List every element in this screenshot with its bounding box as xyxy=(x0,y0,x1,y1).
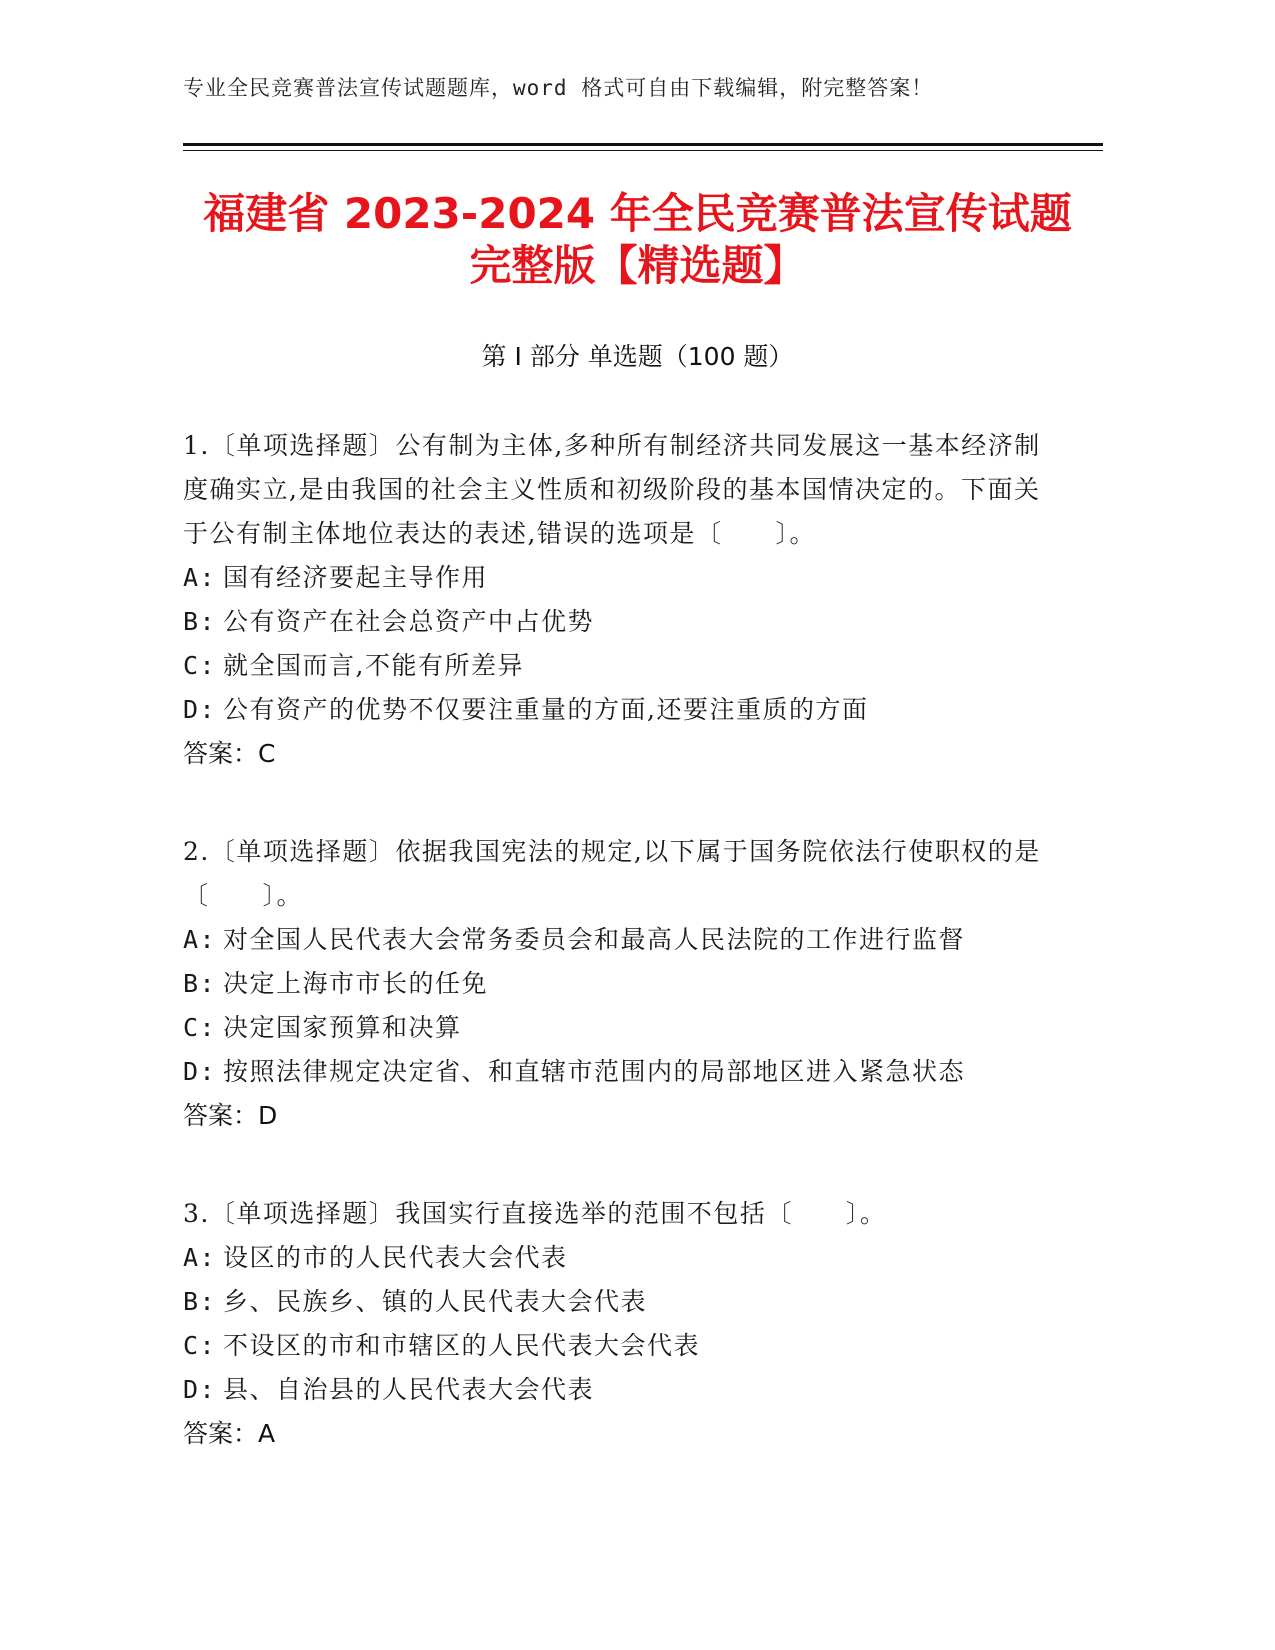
option-letter: B: xyxy=(183,1287,217,1316)
option-text: 县、自治县的人民代表大会代表 xyxy=(223,1375,595,1404)
question-option-c xyxy=(183,644,1043,688)
option-text: 就全国而言,不能有所差异 xyxy=(223,651,524,680)
question-option-b xyxy=(183,1280,1043,1324)
option-text: 决定上海市市长的任免 xyxy=(223,969,489,998)
option-letter: C: xyxy=(183,1013,217,1042)
question-answer: 答案：C xyxy=(183,739,276,768)
question-option-a xyxy=(183,556,1043,600)
option-letter: D: xyxy=(183,695,217,724)
document-title xyxy=(150,188,1125,292)
option-text: 决定国家预算和决算 xyxy=(223,1013,462,1042)
option-letter: D: xyxy=(183,1375,217,1404)
question-option-d xyxy=(183,688,1043,732)
question-option-a xyxy=(183,1236,1043,1280)
option-text: 公有资产在社会总资产中占优势 xyxy=(223,607,595,636)
question-stem: 1.〔单项选择题〕公有制为主体,多种所有制经济共同发展这一基本经济制度确实立,是由我国的社会主义性质和初级阶段的基本国情决定的。下面关于公有制主体地位表达的表述,错误的选项是〔 〕。 xyxy=(183,431,1041,548)
question-option-c xyxy=(183,1324,1043,1368)
question-answer: 答案：D xyxy=(183,1101,278,1130)
option-letter: C: xyxy=(183,651,217,680)
question-answer: 答案：A xyxy=(183,1419,276,1448)
question-option-b xyxy=(183,962,1043,1006)
document-title-line1: 福建省 2023-2024 年全民竞赛普法宣传试题 xyxy=(203,189,1072,238)
question-2 xyxy=(183,830,1043,1138)
section-title: 第 I 部分 单选题（100 题） xyxy=(481,342,794,371)
option-text: 国有经济要起主导作用 xyxy=(223,563,489,592)
question-1 xyxy=(183,424,1043,776)
header-note: 专业全民竞赛普法宣传试题题库，word 格式可自由下载编辑，附完整答案！ xyxy=(183,76,934,100)
option-text: 乡、民族乡、镇的人民代表大会代表 xyxy=(223,1287,648,1316)
header-rule-thick xyxy=(183,143,1103,146)
option-text: 按照法律规定决定省、和直辖市范围内的局部地区进入紧急状态 xyxy=(223,1057,966,1086)
question-stem: 2.〔单项选择题〕依据我国宪法的规定,以下属于国务院依法行使职权的是〔 〕。 xyxy=(183,837,1041,910)
question-list xyxy=(183,424,1043,1510)
question-option-a xyxy=(183,918,1043,962)
question-3 xyxy=(183,1192,1043,1456)
document-title-line2: 完整版【精选题】 xyxy=(469,241,806,290)
question-option-c xyxy=(183,1006,1043,1050)
question-option-d xyxy=(183,1050,1043,1094)
option-letter: A: xyxy=(183,563,217,592)
option-letter: A: xyxy=(183,1243,217,1272)
option-letter: B: xyxy=(183,607,217,636)
option-text: 设区的市的人民代表大会代表 xyxy=(223,1243,568,1272)
question-option-b xyxy=(183,600,1043,644)
option-letter: C: xyxy=(183,1331,217,1360)
header-rule-thin xyxy=(183,150,1103,151)
question-option-d xyxy=(183,1368,1043,1412)
question-stem: 3.〔单项选择题〕我国实行直接选举的范围不包括〔 〕。 xyxy=(183,1199,887,1228)
option-letter: A: xyxy=(183,925,217,954)
option-text: 对全国人民代表大会常务委员会和最高人民法院的工作进行监督 xyxy=(223,925,966,954)
option-text: 公有资产的优势不仅要注重量的方面,还要注重质的方面 xyxy=(223,695,869,724)
option-letter: B: xyxy=(183,969,217,998)
option-text: 不设区的市和市辖区的人民代表大会代表 xyxy=(223,1331,701,1360)
option-letter: D: xyxy=(183,1057,217,1086)
